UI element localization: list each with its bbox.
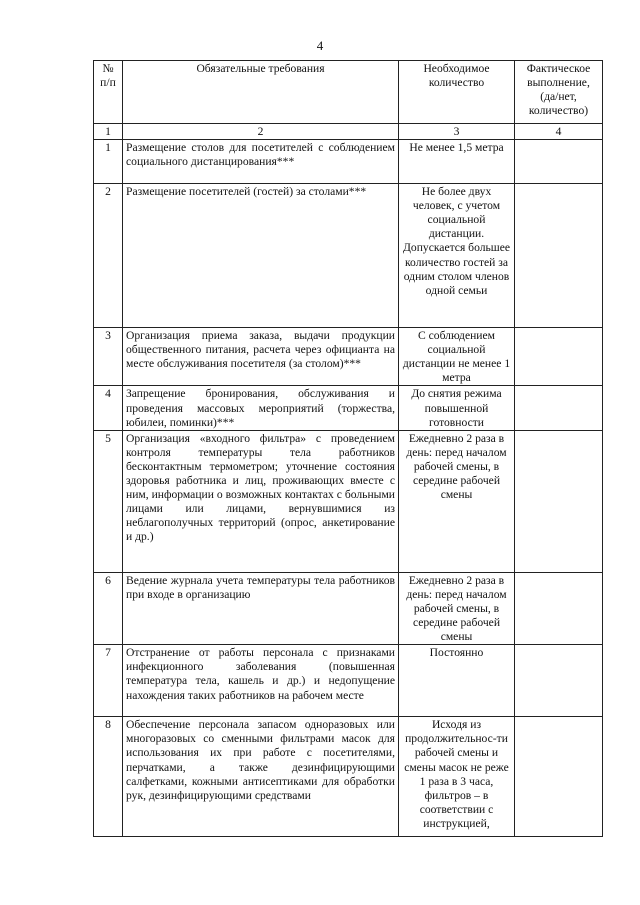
table-row bbox=[94, 386, 603, 430]
actual-cell bbox=[515, 140, 603, 184]
row-number: 4 bbox=[94, 386, 123, 430]
actual-cell bbox=[515, 572, 603, 644]
row-number: 5 bbox=[94, 430, 123, 572]
table-row bbox=[94, 572, 603, 644]
table-row bbox=[94, 184, 603, 328]
row-number: 8 bbox=[94, 717, 123, 837]
table-row bbox=[94, 645, 603, 717]
row-number: 2 bbox=[94, 184, 123, 328]
quantity-cell: Ежедневно 2 раза в день: перед началом рабочей смены, в середине рабочей смены bbox=[399, 572, 515, 644]
requirement-cell: Размещение посетителей (гостей) за столами*** bbox=[123, 184, 399, 328]
requirements-table bbox=[93, 60, 603, 837]
quantity-cell: Не менее 1,5 метра bbox=[399, 140, 515, 184]
page-number: 4 bbox=[316, 38, 324, 53]
requirement-cell: Обеспечение персонала запасом одноразовых или многоразовых со сменными фильтрами масок для использования их при работе с посетителями, перчатками, а также дезинфицирующими салфетками, кожными антисептиками для обработки рук, дезинфицирующими средствами bbox=[123, 717, 399, 837]
table-row bbox=[94, 717, 603, 837]
actual-cell bbox=[515, 717, 603, 837]
actual-cell bbox=[515, 328, 603, 386]
quantity-cell: С соблюдением социальной дистанции не менее 1 метра bbox=[399, 328, 515, 386]
actual-cell bbox=[515, 645, 603, 717]
requirement-cell: Организация «входного фильтра» с проведением контроля температуры тела работников бесконтактным термометром; уточнение состояния здоровья работника и лиц, проживающих вместе с ним, информации о возможных контактах с больными лицами или лицами, вернувшимися из неблагополучных территорий (опрос, анкетирование и др.) bbox=[123, 430, 399, 572]
actual-cell bbox=[515, 184, 603, 328]
header-quantity: Необходимое количество bbox=[399, 61, 515, 124]
column-number: 2 bbox=[123, 124, 399, 140]
requirement-cell: Отстранение от работы персонала с признаками инфекционного заболевания (повышенная температура тела, кашель и др.) и недопущение нахождения таких работников на рабочем месте bbox=[123, 645, 399, 717]
quantity-cell: Не более двух человек, с учетом социальной дистанции. Допускается большее количество гостей за одним столом членов одной семьи bbox=[399, 184, 515, 328]
quantity-cell: Ежедневно 2 раза в день: перед началом рабочей смены, в середине рабочей смены bbox=[399, 430, 515, 572]
requirement-cell: Ведение журнала учета температуры тела работников при входе в организацию bbox=[123, 572, 399, 644]
quantity-cell: До снятия режима повышенной готовности bbox=[399, 386, 515, 430]
column-number: 4 bbox=[515, 124, 603, 140]
header-actual: Фактическое выполнение, (да/нет, количество) bbox=[515, 61, 603, 124]
header-row bbox=[94, 61, 603, 124]
header-requirements: Обязательные требования bbox=[123, 61, 399, 124]
table-row bbox=[94, 430, 603, 572]
requirement-cell: Размещение столов для посетителей с соблюдением социального дистанцирования*** bbox=[123, 140, 399, 184]
row-number: 3 bbox=[94, 328, 123, 386]
actual-cell bbox=[515, 386, 603, 430]
column-number: 1 bbox=[94, 124, 123, 140]
quantity-cell: Постоянно bbox=[399, 645, 515, 717]
row-number: 6 bbox=[94, 572, 123, 644]
column-number: 3 bbox=[399, 124, 515, 140]
row-number: 7 bbox=[94, 645, 123, 717]
table-row bbox=[94, 328, 603, 386]
actual-cell bbox=[515, 430, 603, 572]
requirement-cell: Запрещение бронирования, обслуживания и проведения массовых мероприятий (торжества, юбилеи, поминки)*** bbox=[123, 386, 399, 430]
quantity-cell: Исходя из продолжительнос-ти рабочей смены и смены масок не реже 1 раза в 3 часа, фильтров – в соответствии с инструкцией, bbox=[399, 717, 515, 837]
requirement-cell: Организация приема заказа, выдачи продукции общественного питания, расчета через официанта на месте обслуживания посетителя (за столом)*** bbox=[123, 328, 399, 386]
column-number-row bbox=[94, 124, 603, 140]
table-row bbox=[94, 140, 603, 184]
header-num: № п/п bbox=[94, 61, 123, 124]
row-number: 1 bbox=[94, 140, 123, 184]
